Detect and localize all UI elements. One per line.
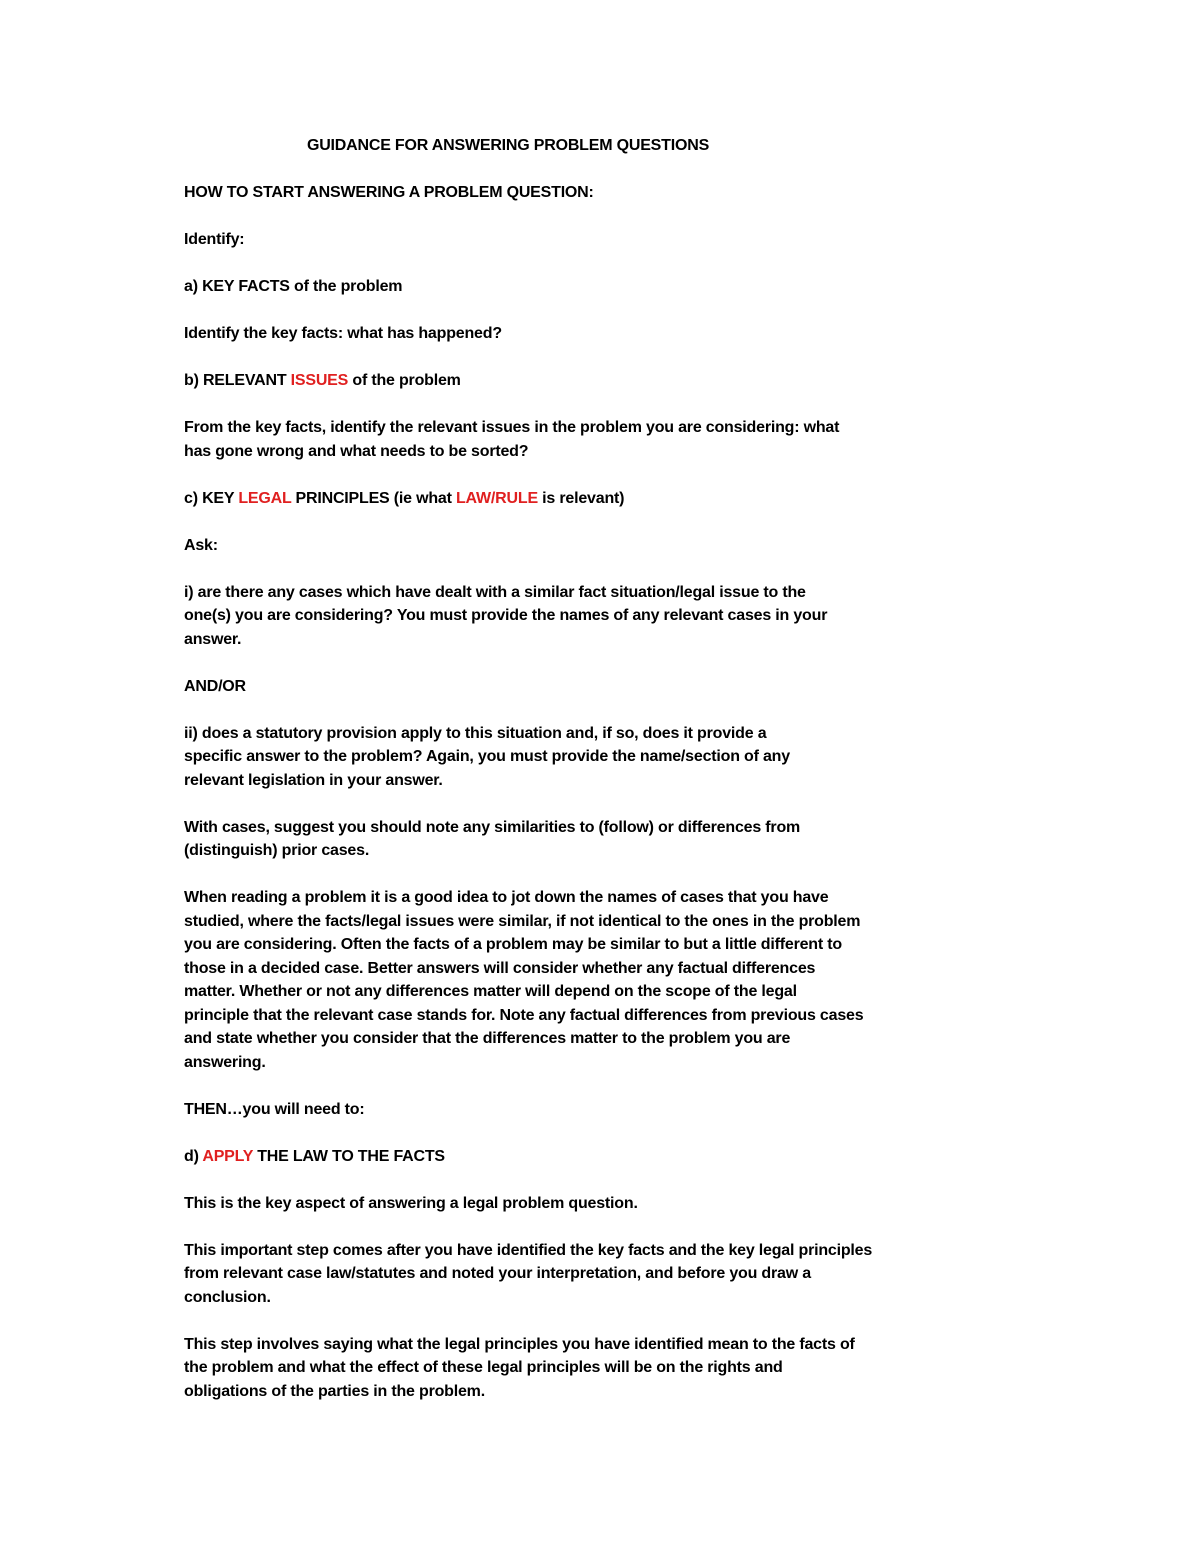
reading-line-7: and state whether you consider that the differences matter to the problem you are	[184, 1030, 791, 1047]
item-c-highlight-legal: LEGAL	[238, 489, 292, 507]
item-c-prefix: c) KEY	[184, 489, 239, 507]
item-c-middle: PRINCIPLES (ie what	[291, 489, 456, 507]
question-ii-line-3: relevant legislation in your answer.	[184, 771, 443, 789]
cases-line-1: With cases, suggest you should note any similarities to (follow) or differences from	[184, 818, 801, 836]
important-line-1: This important step comes after you have identified the key facts and the key legal principles	[184, 1241, 873, 1259]
item-a-description: Identify the key facts: what has happened?	[184, 325, 502, 342]
item-a-heading: a) KEY FACTS of the problem	[184, 278, 403, 295]
item-d-highlight: APPLY	[202, 1147, 253, 1165]
ask-label: Ask:	[184, 536, 218, 554]
item-b-prefix: b) RELEVANT	[184, 372, 291, 389]
item-b-desc-line-2: has gone wrong and what needs to be sorted?	[184, 442, 529, 460]
item-d-prefix: d)	[184, 1147, 203, 1165]
cases-line-2: (distinguish) prior cases.	[184, 842, 370, 859]
then-label: THEN…you will need to:	[184, 1100, 365, 1118]
question-ii-line-1: ii) does a statutory provision apply to this situation and, if so, does it provide a	[184, 724, 767, 742]
document-body	[184, 134, 924, 1427]
important-line-3: conclusion.	[184, 1288, 271, 1306]
reading-line-1: When reading a problem it is a good idea to jot down the names of cases that you have	[184, 889, 829, 906]
reading-line-6: principle that the relevant case stands for. Note any factual differences from previous cases	[184, 1006, 864, 1024]
item-d-suffix: THE LAW TO THE FACTS	[252, 1147, 445, 1165]
important-line-2: from relevant case law/statutes and noted your interpretation, and before you draw a	[184, 1265, 811, 1282]
key-aspect-paragraph: This is the key aspect of answering a legal problem question.	[184, 1194, 638, 1212]
reading-line-3: you are considering. Often the facts of a problem may be similar to but a little different to	[184, 936, 842, 953]
item-b-description	[184, 416, 924, 463]
question-i-line-1: i) are there any cases which have dealt with a similar fact situation/legal issue to the	[184, 583, 806, 601]
item-b-desc-line-1: From the key facts, identify the relevant issues in the problem you are considering: what	[184, 419, 840, 436]
document-title: GUIDANCE FOR ANSWERING PROBLEM QUESTIONS	[306, 137, 710, 154]
involves-line-1: This step involves saying what the legal principles you have identified mean to the facts of	[184, 1335, 855, 1353]
involves-line-2: the problem and what the effect of these legal principles will be on the rights and	[184, 1359, 783, 1376]
item-d-heading	[184, 1145, 924, 1169]
item-c-suffix: is relevant)	[537, 489, 625, 507]
item-c-heading	[184, 487, 924, 511]
and-or-label: AND/OR	[184, 677, 246, 695]
reading-paragraph	[184, 886, 924, 1074]
question-i-line-3: answer.	[184, 630, 242, 648]
step-involves-paragraph	[184, 1333, 924, 1404]
item-b-suffix: of the problem	[348, 372, 461, 389]
cases-paragraph	[184, 816, 924, 863]
involves-line-3: obligations of the parties in the problem.	[184, 1382, 485, 1400]
important-step-paragraph	[184, 1239, 924, 1310]
item-b-highlight: ISSUES	[290, 372, 349, 389]
reading-line-4: those in a decided case. Better answers will consider whether any factual differences	[184, 959, 816, 977]
reading-line-2: studied, where the facts/legal issues were similar, if not identical to the ones in the problem	[184, 912, 861, 930]
item-c-highlight-law-rule: LAW/RULE	[455, 489, 538, 507]
question-i-line-2: one(s) you are considering? You must provide the names of any relevant cases in your	[184, 607, 828, 624]
question-ii	[184, 722, 924, 793]
item-b-heading	[184, 369, 924, 393]
reading-line-8: answering.	[184, 1053, 266, 1071]
question-i	[184, 581, 924, 652]
question-ii-line-2: specific answer to the problem? Again, you must provide the name/section of any	[184, 748, 790, 765]
reading-line-5: matter. Whether or not any differences matter will depend on the scope of the legal	[184, 983, 797, 1000]
identify-label: Identify:	[184, 231, 245, 248]
section-heading-how-to-start: HOW TO START ANSWERING A PROBLEM QUESTION:	[184, 184, 594, 201]
